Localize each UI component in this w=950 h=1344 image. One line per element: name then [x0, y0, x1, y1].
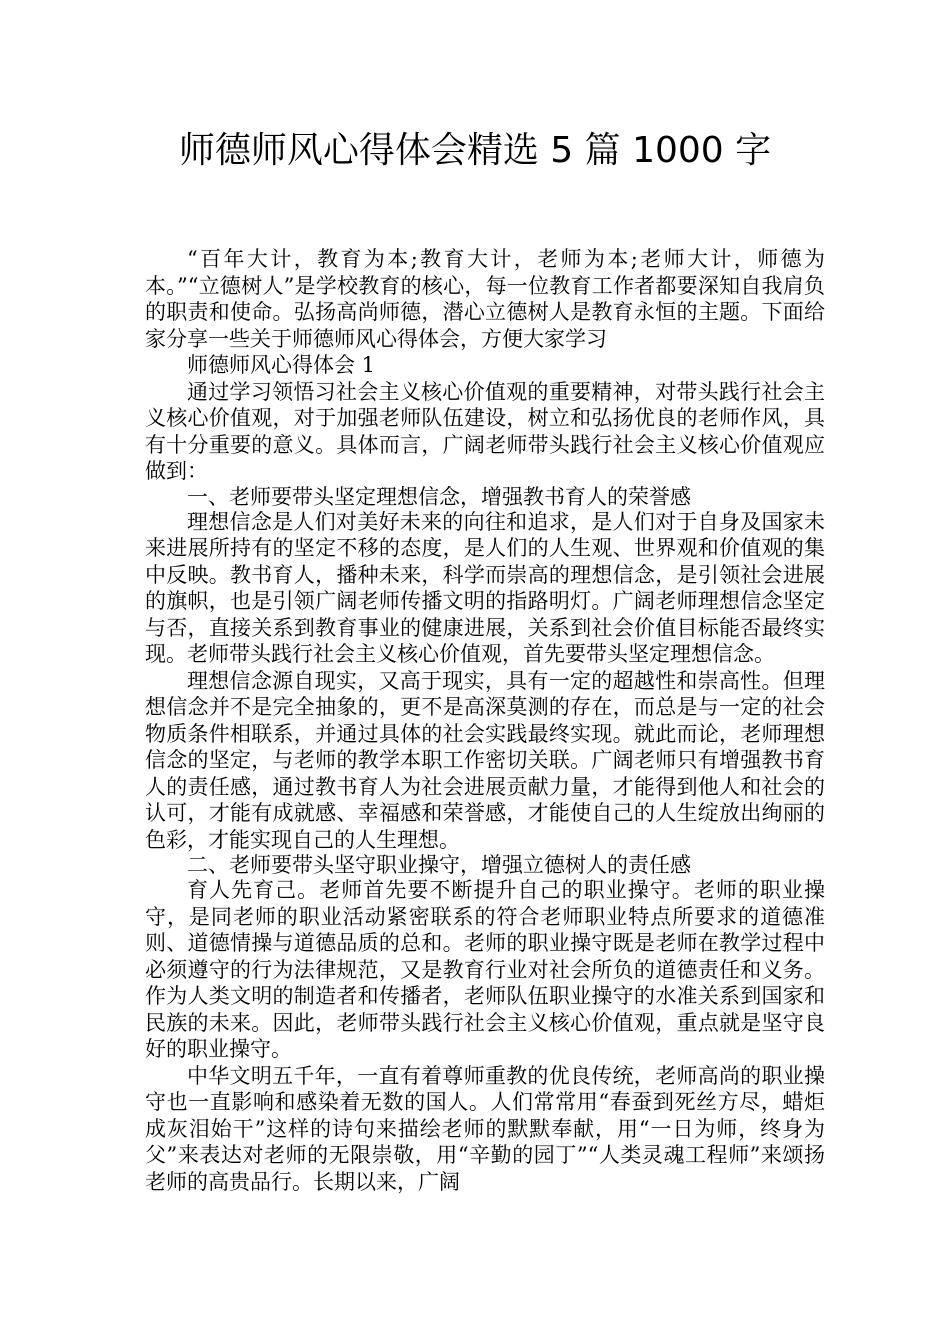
section-heading-1: 师德师风心得体会 1: [187, 353, 376, 377]
paragraph: 理想信念是人们对美好未来的向往和追求，是人们对于自身及国家未来进展所持有的坚定不移的态度，是人们的人生观、世界观和价值观的集中反映。教书育人，播种未来，科学而崇高的理想信念，是引领社会进展的旗帜，也是引领广阔老师传播文明的指路明灯。广阔老师理想信念坚定与否，直接关系到教育事业的健康进展，关系到社会价值目标能否最终实现。老师带头践行社会主义核心价值观，首先要带头坚定理想信念。: [145, 509, 825, 666]
paragraph: 理想信念源自现实，又高于现实，具有一定的超越性和崇高性。但理想信念并不是完全抽象的，更不是高深莫测的存在，而总是与一定的社会物质条件相联系，并通过具体的社会实践最终实现。就此而论，老师理想信念的坚定，与老师的教学本职工作密切关联。广阔老师只有增强教书育人的责任感，通过教书育人为社会进展贡献力量，才能得到他人和社会的认可，才能有成就感、幸福感和荣誉感，才能使自己的人生绽放出绚丽的色彩，才能实现自己的人生理想。: [145, 668, 825, 852]
subheading-2: 二、老师要带头坚守职业操守，增强立德树人的责任感: [187, 853, 691, 877]
document-title: 师德师风心得体会精选 5 篇 1000 字: [178, 130, 772, 171]
paragraph-intro: “百年大计，教育为本;教育大计，老师为本;老师大计，师德为本。”“立德树人”是学校教育的核心，每一位教育工作者都要深知自我肩负的职责和使命。弘扬高尚师德，潜心立德树人是教育永恒的主题。下面给家分享一些关于师德师风心得体会，方便大家学习: [145, 247, 825, 351]
document-body: [145, 246, 825, 1195]
paragraph: 育人先育己。老师首先要不断提升自己的职业操守。老师的职业操守，是同老师的职业活动紧密联系的符合老师职业特点所要求的道德准则、道德情操与道德品质的总和。老师的职业操守既是老师在教学过程中必须遵守的行为法律规范，又是教育行业对社会所负的道德责任和义务。作为人类文明的制造者和传播者，老师队伍职业操守的水准关系到国家和民族的未来。因此，老师带头践行社会主义核心价值观，重点就是坚守良好的职业操守。: [145, 878, 825, 1061]
subheading-1: 一、老师要带头坚定理想信念，增强教书育人的荣誉感: [187, 484, 691, 509]
paragraph: 通过学习领悟习社会主义核心价值观的重要精神，对带头践行社会主义核心价值观，对于加强老师队伍建设，树立和弘扬优良的老师作风，具有十分重要的意义。具体而言，广阔老师带头践行社会主义核心价值观应做到：: [145, 379, 825, 483]
paragraph: 中华文明五千年，一直有着尊师重教的优良传统，老师高尚的职业操守也一直影响和感染着无数的国人。人们常常用“春蚕到死丝方尽，蜡炬成灰泪始干”这样的诗句来描绘老师的默默奉献，用“一日为师，终身为父”来表达对老师的无限崇敬，用“辛勤的园丁”“人类灵魂工程师”来颂扬老师的高贵品行。长期以来，广阔: [145, 1063, 825, 1194]
